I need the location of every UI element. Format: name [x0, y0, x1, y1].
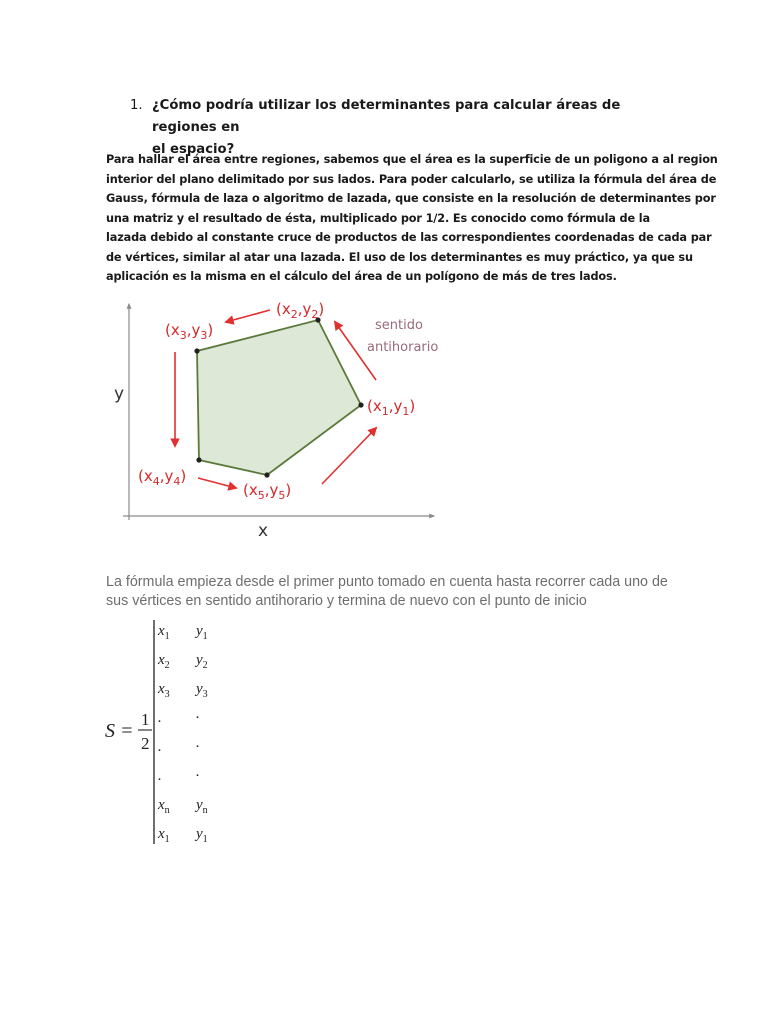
- matrix-row: [158, 735, 200, 755]
- x-entry: x: [158, 797, 165, 813]
- subscript: 4: [152, 475, 160, 488]
- vertex-point: [196, 457, 201, 462]
- shoelace-formula: [100, 612, 240, 852]
- vertex-point: [358, 402, 363, 407]
- subscript: 1: [381, 405, 389, 418]
- subscript: 2: [164, 660, 170, 671]
- vertex-label-5: $(x_5,y_5)$: [243, 481, 292, 502]
- x-entry: x: [158, 623, 165, 639]
- subscript: n: [202, 805, 208, 816]
- y-entry: y: [196, 681, 203, 697]
- matrix-row: [157, 652, 208, 671]
- vertex-label-4: $(x_4,y_4)$: [138, 467, 187, 488]
- vertex-point: [194, 348, 199, 353]
- paragraph-line: de vértices, similar al atar una lazada. El uso de los determinantes es muy práctico, ya que su: [106, 250, 693, 264]
- x-entry: x: [158, 681, 165, 697]
- y-entry: y: [196, 652, 203, 668]
- vertex-label-1: $(x_1,y_1)$: [367, 397, 416, 418]
- subscript: 2: [311, 308, 319, 321]
- subscript: 3: [179, 329, 187, 342]
- x-entry: .: [158, 710, 162, 726]
- paragraph-line: Gauss, fórmula de laza o algoritmo de lazada, que consiste en la resolución de determinantes por: [106, 192, 716, 205]
- y-entry: .: [196, 764, 200, 780]
- formula-denominator: 2: [141, 734, 150, 753]
- direction-label: sentido: [375, 318, 423, 333]
- y-entry: y: [196, 826, 203, 842]
- y-entry: y: [196, 623, 203, 639]
- formula-numerator: 1: [141, 710, 150, 729]
- paragraph-line: una matriz y el resultado de ésta, multiplicado por 1/2. Es conocido como fórmula de la: [106, 211, 650, 225]
- vertex-label-3: $(x_3,y_3)$: [165, 321, 214, 342]
- subscript: 2: [202, 660, 208, 671]
- subscript: 5: [257, 489, 265, 502]
- subscript: 1: [164, 834, 170, 845]
- paragraph-line: aplicación es la misma en el cálculo del área de un polígono de más de tres lados.: [106, 270, 617, 283]
- question-line: ¿Cómo podría utilizar los determinantes para calcular áreas de regiones en: [152, 98, 621, 135]
- direction-label: antihorario: [367, 340, 438, 355]
- matrix-row: [157, 681, 208, 700]
- x-entry: x: [158, 652, 165, 668]
- y-entry: y: [196, 797, 203, 813]
- x-entry: x: [158, 826, 165, 842]
- x-axis-label: x: [258, 521, 269, 541]
- subscript: 4: [173, 475, 181, 488]
- formula-lhs: S =: [105, 720, 134, 742]
- subscript: 1: [202, 834, 208, 845]
- paragraph-line: interior del plano delimitado por sus lados. Para poder calcularlo, se utiliza la fórmula del área de: [106, 172, 717, 186]
- question-number: 1.: [130, 98, 143, 113]
- subscript: 3: [200, 329, 208, 342]
- x-entry: .: [158, 739, 162, 755]
- subscript: 3: [202, 689, 208, 700]
- subscript: 5: [278, 489, 286, 502]
- pentagon-region: [197, 320, 361, 475]
- matrix-row: [158, 706, 200, 726]
- subscript: 1: [202, 631, 208, 642]
- paragraph-line: Para hallar el área entre regiones, sabemos que el área es la superficie de un poligono a al region: [106, 153, 718, 166]
- direction-arrow: [226, 310, 270, 322]
- question-line: el espacio?: [152, 142, 235, 157]
- matrix-row: [158, 764, 200, 784]
- formula-note: [106, 573, 686, 611]
- subscript: 2: [290, 308, 298, 321]
- matrix-row: [157, 826, 208, 845]
- subscript: 1: [164, 631, 170, 642]
- direction-arrow: [198, 478, 236, 488]
- matrix-row: [157, 623, 208, 642]
- subscript: 1: [402, 405, 410, 418]
- vertex-point: [264, 472, 269, 477]
- vertex-label-2: $(x_2,y_2)$: [276, 300, 325, 321]
- paragraph-line: lazada debido al constante cruce de productos de las correspondientes coordenadas de cada par: [106, 231, 712, 244]
- subscript: n: [164, 805, 170, 816]
- explanation-paragraph: [106, 150, 718, 287]
- note-line: La fórmula empieza desde el primer punto tomado en cuenta hasta recorrer cada uno de: [106, 574, 668, 590]
- subscript: 3: [164, 689, 170, 700]
- polygon-figure: [108, 292, 438, 542]
- formula-graphic: [100, 612, 240, 852]
- determinant-rows: [157, 623, 208, 845]
- note-line: sus vértices en sentido antihorario y termina de nuevo con el punto de inicio: [106, 593, 587, 609]
- polygon-diagram: [108, 292, 438, 542]
- y-entry: .: [196, 735, 200, 751]
- x-entry: .: [158, 768, 162, 784]
- matrix-row: [157, 797, 208, 816]
- direction-arrow: [322, 428, 376, 484]
- y-axis-label: y: [114, 384, 125, 404]
- y-entry: .: [196, 706, 200, 722]
